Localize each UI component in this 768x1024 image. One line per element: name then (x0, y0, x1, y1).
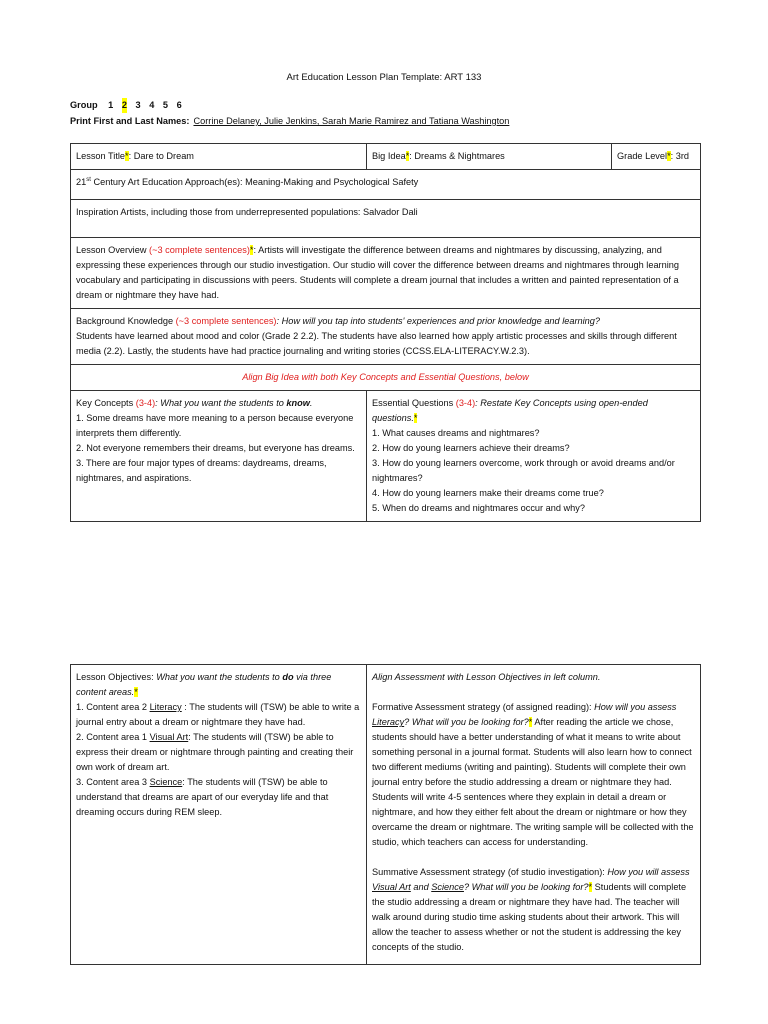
grade-level-value: : 3rd (670, 151, 690, 161)
key-concept-item: 3. There are four major types of dreams: daydreams, dreams, nightmares, and aspirations. (76, 458, 327, 483)
big-idea-cell (367, 144, 612, 170)
key-concept-item: 1. Some dreams have more meaning to a person because everyone interprets them differently. (76, 413, 354, 438)
approach-sup: st (86, 176, 91, 183)
background-label: Background Knowledge (76, 316, 176, 326)
background-text: Students have learned about mood and color (Grade 2 2.2). The students have also learned how apply artistic processes and skills through different media (2.2). Lastly, the students have had practice journaling and writing stories (CCSS.ELA-LITERACY.W.2.3). (76, 331, 677, 356)
required-star: * (413, 413, 418, 423)
names-line (70, 114, 509, 129)
required-star: * (667, 151, 671, 161)
key-concepts-prompt: : What you want the students to (155, 398, 287, 408)
background-question: : How will you tap into students' experiences and prior knowledge and learning? (276, 316, 600, 326)
key-concept-item: 2. Not everyone remembers their dreams, but everyone has dreams. (76, 443, 355, 453)
group-option-2-selected[interactable]: 2 (122, 98, 127, 113)
lesson-title-value: : Dare to Dream (128, 151, 194, 161)
objectives-prompt-do: do (282, 672, 294, 682)
group-option-6[interactable]: 6 (176, 100, 182, 110)
names-label: Print First and Last Names: (70, 116, 190, 126)
objectives-prompt: What you want the students to (156, 672, 283, 682)
overview-cell (71, 238, 701, 309)
lesson-title-label: Lesson Title (76, 151, 126, 161)
essential-question-item: 1. What causes dreams and nightmares? (372, 428, 540, 438)
assessment-cell (367, 665, 701, 965)
essential-questions-prompt: : Restate Key Concepts using open-ended questions. (372, 398, 648, 423)
overview-label: Lesson Overview (76, 245, 150, 255)
group-label: Group (70, 100, 98, 110)
background-note: (~3 complete sentences) (175, 316, 277, 326)
objective-item: 1. Content area 2 Literacy : The students will (TSW) be able to write a journal entry about a dream or nightmare they have had. (76, 702, 360, 727)
essential-questions-cell (367, 391, 701, 522)
names-value: Corrine Delaney, Julie Jenkins, Sarah Marie Ramirez and Tatiana Washington (193, 116, 510, 126)
key-concepts-label: Key Concepts (76, 398, 136, 408)
background-cell (71, 309, 701, 365)
inspiration-cell (71, 200, 701, 238)
grade-level-cell (612, 144, 701, 170)
group-option-1[interactable]: 1 (108, 100, 114, 110)
objective-item: 3. Content area 3 Science: The students will (TSW) be able to understand that dreams are apart of our everyday life and that dreaming occurs during REM sleep. (76, 777, 329, 817)
required-star: * (134, 687, 138, 697)
key-concepts-count: (3-4) (135, 398, 156, 408)
group-selector (70, 98, 188, 113)
overview-text: : Artists will investigate the difference between dreams and nightmares by discussing, analyzing, and expressing these experiences through our studio investigation. Our studio will cover the difference between dreams and nightmares through learning vocabulary and participating in discussions with peers. Students will complete a dream journal that includes a written and painted representation of a dream or nightmare they have had. (76, 245, 679, 300)
required-star: * (249, 245, 254, 255)
key-concepts-cell (71, 391, 367, 522)
formative-assessment: Formative Assessment strategy (of assigned reading): How will you assess Literacy? What will you be looking for?* After reading the article we chose, students should have a better understanding of what it means to write about something personal in a journal format. Students will also learn how to connect two different mediums (writing and painting). Students will complete their own journal entry before the studio addressing a dream or nightmare they had. Students will write 4-5 sentences where they explain in detail a dream or nightmare, and how they either felt about the dream or nightmare or how they overcame the dream or nightmare. The writing sample will be collected with the studio, which teachers can access for understanding. (372, 702, 694, 847)
required-star: * (125, 151, 129, 161)
essential-questions-count: (3-4) (455, 398, 476, 408)
objectives-label: Lesson Objectives: (76, 672, 157, 682)
required-star: * (405, 151, 410, 161)
objectives-cell (71, 665, 367, 965)
essential-questions-label: Essential Questions (372, 398, 456, 408)
approach-prefix: 21 (76, 177, 87, 187)
group-option-4[interactable]: 4 (149, 100, 155, 110)
approach-text: Century Art Education Approach(es): Meaning-Making and Psychological Safety (90, 177, 419, 187)
lesson-title-cell (71, 144, 367, 170)
essential-question-item: 2. How do young learners achieve their dreams? (372, 443, 570, 453)
big-idea-label: Big Idea (372, 151, 406, 161)
key-concepts-prompt-know: know (286, 398, 310, 408)
align-note-cell (71, 365, 701, 391)
essential-question-item: 3. How do young learners overcome, work through or avoid dreams and/or nightmares? (372, 458, 675, 483)
page-title: Art Education Lesson Plan Template: ART 133 (286, 72, 482, 83)
inspiration-text: Inspiration Artists, including those from underrepresented populations: Salvador Dali (76, 207, 418, 217)
big-idea-value: : Dreams & Nightmares (409, 151, 505, 161)
lesson-plan-table-bottom (70, 664, 701, 965)
lesson-plan-table-top (70, 143, 701, 522)
objectives-prompt-end: via three content areas. (76, 672, 332, 697)
key-concepts-prompt-end: . (309, 398, 313, 408)
assessment-align-label: Align Assessment with Lesson Objectives in left column. (372, 672, 601, 682)
essential-question-item: 5. When do dreams and nightmares occur and why? (372, 503, 585, 513)
approach-cell (71, 170, 701, 200)
overview-note: (~3 complete sentences) (149, 245, 250, 255)
align-note: Align Big Idea with both Key Concepts and Essential Questions, below (242, 372, 529, 382)
group-option-5[interactable]: 5 (162, 100, 168, 110)
group-option-3[interactable]: 3 (135, 100, 141, 110)
objective-item: 2. Content area 1 Visual Art: The students will (TSW) be able to express their dream or nightmare through painting and creating their own work of dream art. (76, 732, 354, 772)
grade-level-label: Grade Level (617, 151, 668, 161)
summative-assessment: Summative Assessment strategy (of studio investigation): How you will assess Visual Art and Science? What will you be looking for?* Students will complete the studio addressing a dream or nightmare they have had. The teacher will walk around during studio time asking students about their artwork. This will allow the teacher to assess whether or not the student is addressing the key concepts of the studio. (372, 867, 690, 952)
essential-question-item: 4. How do young learners make their dreams come true? (372, 488, 604, 498)
